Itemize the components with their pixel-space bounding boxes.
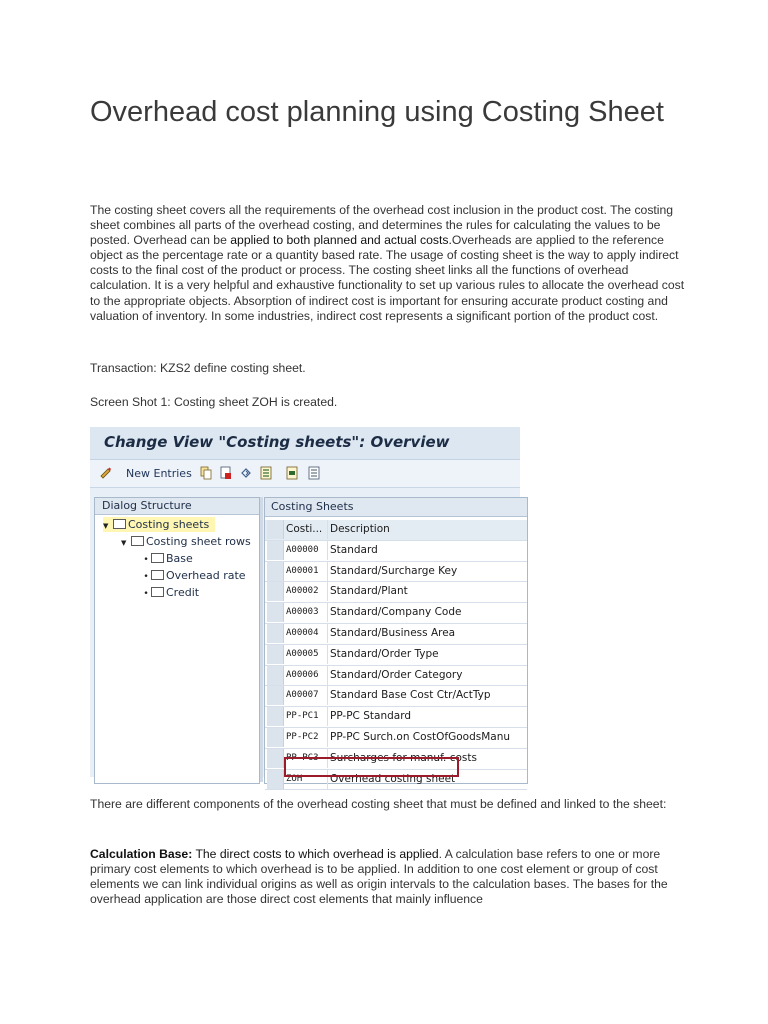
- row-description: Standard/Surcharge Key: [330, 564, 458, 577]
- row-code: PP-PC2: [285, 728, 328, 747]
- row-selector[interactable]: [267, 707, 284, 726]
- row-description: Standard: [330, 543, 378, 556]
- row-code: A00002: [285, 582, 328, 601]
- undo-change-icon[interactable]: [240, 466, 252, 480]
- intro-text-b: Overheads are applied to the reference object as the percentage rate or a quantity based rate. The usage of costing sheet is the way to apply indirect costs to the final cost of the product or process. The costing sheet links all the functions of overhead calculation. It is a very helpful and exhaustive functionality to set up various rules to allocate the overhead cost to the appropriate objects. Absorption of indirect cost is important for ensuring accurate product costing and valuation of inventory. In some industries, indirect cost represents a significant portion of the product cost.: [90, 233, 685, 323]
- row-code: A00004: [285, 624, 328, 643]
- calculation-base-term: Calculation Base:: [90, 847, 193, 861]
- row-selector[interactable]: [267, 603, 284, 622]
- row-selector[interactable]: [267, 541, 284, 560]
- table-header-row: [265, 520, 527, 541]
- row-selector[interactable]: [267, 582, 284, 601]
- folder-icon: [131, 536, 144, 546]
- deselect-all-icon[interactable]: [308, 466, 320, 480]
- tree-label: Credit: [166, 586, 200, 599]
- select-all-cell[interactable]: [267, 520, 284, 539]
- folder-icon: [113, 519, 126, 529]
- table-row[interactable]: [265, 666, 527, 687]
- column-header-code[interactable]: Costi...: [285, 520, 328, 539]
- sap-window-title: Change View "Costing sheets": Overview: [104, 433, 450, 451]
- panel-splitter[interactable]: [260, 497, 263, 782]
- row-code: A00005: [285, 645, 328, 664]
- column-header-description[interactable]: Description: [330, 523, 390, 535]
- tree-label: Base: [166, 552, 193, 565]
- select-block-icon[interactable]: [286, 466, 298, 480]
- row-selector[interactable]: [267, 562, 284, 581]
- new-entries-button[interactable]: New Entries: [126, 467, 192, 480]
- row-code: A00001: [285, 562, 328, 581]
- row-code: A00007: [285, 686, 328, 705]
- sap-screenshot: [90, 427, 520, 785]
- row-description: Standard/Plant: [330, 585, 408, 598]
- dialog-structure-header: Dialog Structure: [95, 498, 259, 515]
- tree-item-costing-sheets[interactable]: [103, 517, 215, 532]
- table-row[interactable]: [265, 541, 527, 562]
- row-description: PP-PC Standard: [330, 710, 411, 723]
- row-description: Standard/Company Code: [330, 606, 462, 619]
- row-code: A00006: [285, 666, 328, 685]
- sap-toolbar: [90, 460, 520, 488]
- folder-icon: [151, 570, 164, 580]
- tree-label: Costing sheet rows: [146, 535, 251, 548]
- row-description: Standard Base Cost Ctr/ActTyp: [330, 689, 491, 702]
- tree-item-overhead-rate[interactable]: [141, 568, 246, 583]
- bullet-icon: •: [143, 589, 149, 599]
- delete-icon[interactable]: [220, 466, 232, 480]
- transaction-line: Transaction: KZS2 define costing sheet.: [90, 361, 306, 375]
- intro-link-text: applied to both planned and actual costs.: [230, 233, 452, 248]
- row-code: A00003: [285, 603, 328, 622]
- tree-item-base[interactable]: [141, 551, 193, 566]
- calculation-base-text: . A calculation base refers to one or more primary cost elements to which overhead is to be applied. In addition to one cost element or group of cost elements we can link individual origins as well as origin intervals to the calculation bases. The bases for the overhead application are those direct cost elements that mainly influence: [90, 847, 668, 907]
- tree-item-costing-sheet-rows[interactable]: [121, 534, 251, 549]
- expanded-triangle-icon[interactable]: ▼: [103, 522, 109, 530]
- row-selector[interactable]: [267, 686, 284, 705]
- costing-sheets-table: [265, 520, 527, 790]
- row-selector[interactable]: [267, 645, 284, 664]
- row-description: Overhead costing sheet: [330, 772, 456, 785]
- table-row[interactable]: [265, 582, 527, 603]
- row-code: PP-PC1: [285, 707, 328, 726]
- components-intro: There are different components of the overhead costing sheet that must be defined and linked to the sheet:: [90, 797, 667, 811]
- table-row[interactable]: [265, 645, 527, 666]
- row-selector[interactable]: [267, 624, 284, 643]
- row-selector[interactable]: [267, 749, 284, 768]
- table-row[interactable]: [265, 728, 527, 749]
- folder-icon: [151, 553, 164, 563]
- calculation-base-lead: The direct costs to which overhead is applied: [192, 847, 439, 861]
- glasses-change-icon[interactable]: [100, 466, 112, 480]
- bullet-icon: •: [143, 572, 149, 582]
- row-description: Standard/Business Area: [330, 626, 456, 639]
- table-row[interactable]: [265, 562, 527, 583]
- expanded-triangle-icon[interactable]: ▼: [121, 539, 127, 547]
- table-row[interactable]: [265, 603, 527, 624]
- dialog-structure-panel: [94, 497, 260, 784]
- row-description: PP-PC Surch.on CostOfGoodsManu: [330, 730, 511, 743]
- table-row[interactable]: [265, 624, 527, 645]
- table-row[interactable]: [265, 707, 527, 728]
- tree-label: Overhead rate: [166, 569, 246, 582]
- costing-sheets-panel: [264, 497, 528, 784]
- row-code: ZOH: [285, 770, 328, 789]
- calculation-base-paragraph: [90, 847, 690, 907]
- zoh-highlight-box: [284, 757, 459, 777]
- costing-sheets-header: Costing Sheets: [265, 498, 527, 517]
- screenshot-caption: Screen Shot 1: Costing sheet ZOH is created.: [90, 395, 338, 409]
- select-all-icon[interactable]: [260, 466, 272, 480]
- row-code: PP-PC3: [285, 749, 328, 768]
- row-code: A00000: [285, 541, 328, 560]
- bullet-icon: •: [143, 555, 149, 565]
- row-description: Standard/Order Type: [330, 647, 439, 660]
- row-selector[interactable]: [267, 666, 284, 685]
- sap-window-title-bar: [90, 427, 520, 460]
- table-row[interactable]: [265, 686, 527, 707]
- row-selector[interactable]: [267, 770, 284, 789]
- copy-icon[interactable]: [200, 466, 212, 480]
- row-description: Standard/Order Category: [330, 668, 463, 681]
- intro-paragraph: [90, 203, 690, 324]
- folder-icon: [151, 587, 164, 597]
- row-selector[interactable]: [267, 728, 284, 747]
- tree-label: Costing sheets: [128, 518, 210, 531]
- row-description: Surcharges for manuf. costs: [330, 751, 477, 764]
- intro-text-a: The costing sheet covers all the requirements of the overhead cost inclusion in the product cost. The costing sheet combines all parts of the overhead costing, and determines the rules for calculating the values to be posted. Overhead can be: [90, 203, 674, 248]
- page-title: Overhead cost planning using Costing Sheet: [90, 96, 664, 128]
- tree-item-credit[interactable]: [141, 585, 199, 600]
